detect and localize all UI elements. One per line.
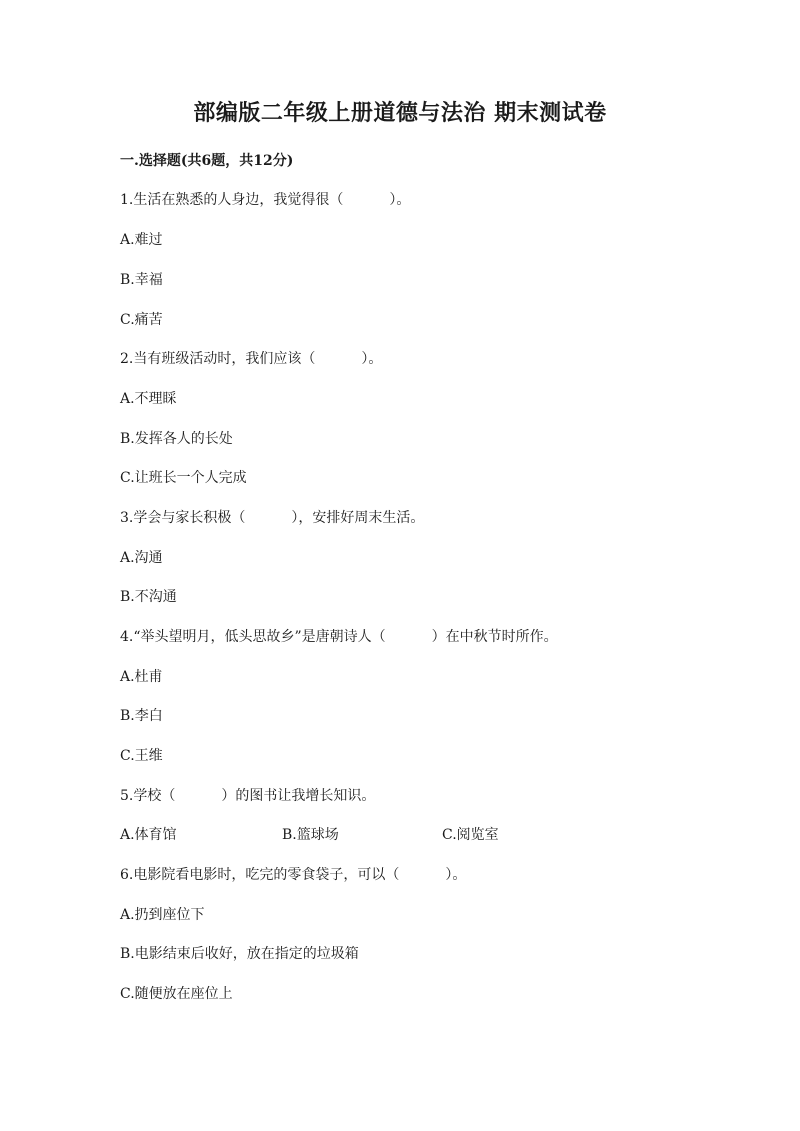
question-stem-after: ）。 [389,192,411,208]
question-4-option-c: C.王维 [120,748,163,764]
question-stem-after: ）。 [361,351,383,367]
question-2-option-c: C.让班长一个人完成 [120,470,247,486]
section-heading: 一.选择题(共6题，共12分) [120,153,294,169]
question-stem-before: 2.当有班级活动时，我们应该（ [120,351,316,367]
question-2-stem [120,348,382,368]
question-6-option-c: C.随便放在座位上 [120,986,233,1002]
question-1-option-b: B.幸福 [120,272,163,288]
question-stem-after: ）在中秋节时所作。 [431,629,558,645]
question-4-option-b: B.李白 [120,708,163,724]
question-stem-after: ）。 [445,867,467,883]
question-1-option-a: A.难过 [120,232,163,248]
question-3-option-a: A.沟通 [120,550,163,566]
question-stem-before: 5.学校（ [120,788,176,804]
question-5-option-a: A.体育馆 [120,827,177,843]
question-6-stem [120,864,466,884]
question-5-option-c: C.阅览室 [442,827,499,843]
question-6-option-a: A.扔到座位下 [120,907,205,923]
question-4-option-a: A.杜甫 [120,669,163,685]
question-stem-before: 6.电影院看电影时，吃完的零食袋子，可以（ [120,867,400,883]
question-6-option-b: B.电影结束后收好，放在指定的垃圾箱 [120,946,359,962]
question-2-option-b: B.发挥各人的长处 [120,431,233,447]
question-stem-before: 3.学会与家长积极（ [120,510,246,526]
question-stem-before: 4.“举头望明月，低头思故乡”是唐朝诗人（ [120,629,386,645]
question-1-stem [120,189,410,209]
question-stem-after: ），安排好周末生活。 [291,510,425,526]
question-1-option-c: C.痛苦 [120,312,163,328]
question-stem-before: 1.生活在熟悉的人身边，我觉得很（ [120,192,344,208]
question-3-option-b: B.不沟通 [120,589,177,605]
question-3-stem [120,507,424,527]
question-5-stem [120,785,375,805]
question-5-option-b: B.篮球场 [282,827,339,843]
question-4-stem [120,626,558,646]
question-stem-after: ）的图书让我增长知识。 [221,788,376,804]
page-title: 部编版二年级上册道德与法治 期末测试卷 [193,100,607,126]
question-2-option-a: A.不理睬 [120,391,177,407]
